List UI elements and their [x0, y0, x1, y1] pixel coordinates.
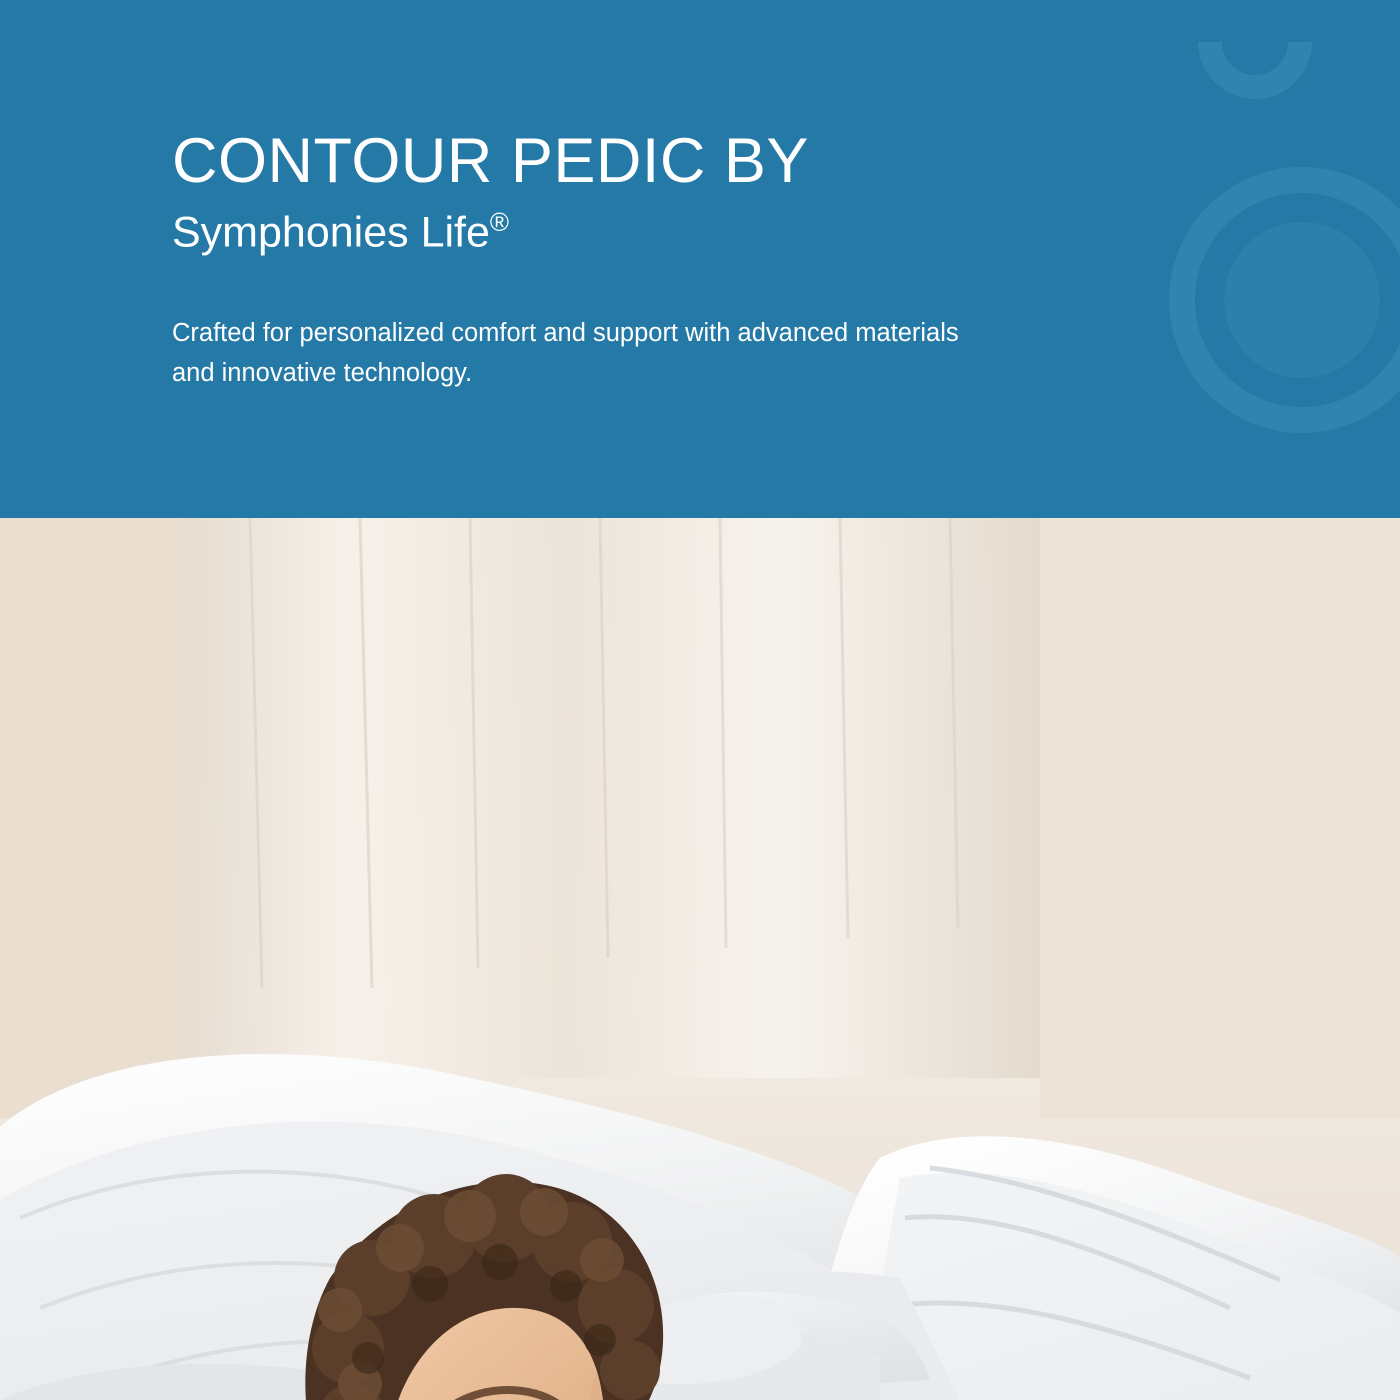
- header-text-block: [0, 0, 1400, 393]
- banner-header: [0, 0, 1400, 518]
- sleeping-child-photo: [0, 518, 1400, 1400]
- brand-name: Symphonies Life: [172, 208, 490, 257]
- brand-subtitle: [172, 206, 1400, 257]
- page-title: CONTOUR PEDIC BY: [172, 126, 809, 196]
- tagline-text: Crafted for personalized comfort and support with advanced materials and innovative technology.: [172, 319, 959, 387]
- registered-trademark-symbol: ®: [489, 206, 510, 237]
